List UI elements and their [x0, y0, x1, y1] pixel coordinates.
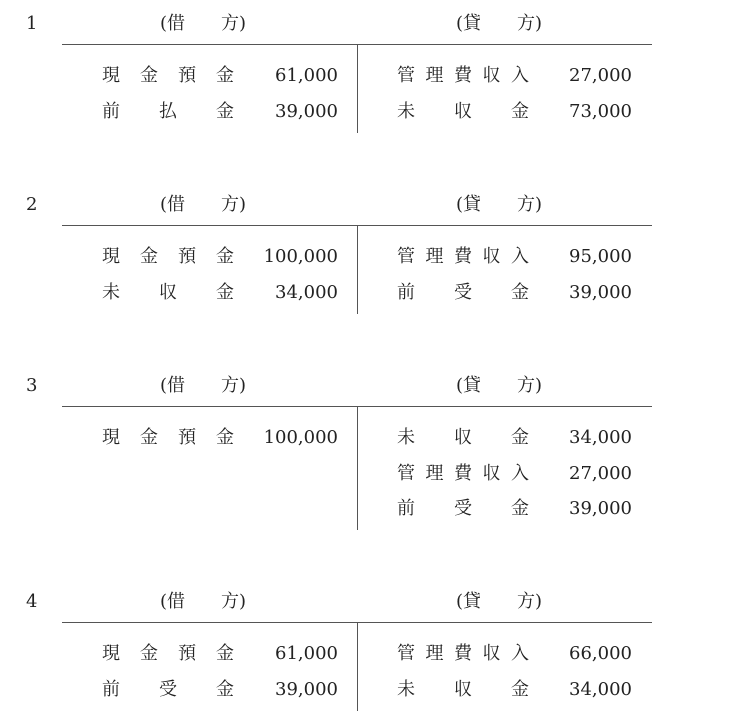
t-account-divider: [357, 406, 358, 530]
credit-header: (貸 方): [456, 375, 543, 396]
credit-line: [397, 101, 632, 123]
account-name: 管 理 費 収 入: [397, 462, 529, 484]
account-name: 現 金 預 金: [102, 65, 234, 86]
account-name: 前 受 金: [397, 281, 529, 303]
account-name: 前 受 金: [397, 498, 529, 519]
amount: 73,000: [569, 100, 632, 122]
debit-line: [102, 246, 338, 268]
credit-line: [397, 427, 632, 449]
amount: 27,000: [569, 65, 632, 86]
amount: 34,000: [569, 678, 632, 700]
account-name: 現 金 預 金: [102, 427, 234, 448]
account-name: 未 収 金: [397, 678, 529, 700]
credit-line: [397, 463, 632, 485]
credit-line: [397, 282, 632, 304]
account-name: 管 理 費 収 入: [397, 246, 529, 267]
amount: 39,000: [569, 498, 632, 519]
amount: 34,000: [569, 427, 632, 448]
debit-line: [102, 643, 338, 665]
account-name: 未 収 金: [397, 100, 529, 122]
credit-header: (貸 方): [456, 591, 543, 612]
amount: 34,000: [275, 281, 338, 303]
debit-line: [102, 679, 338, 701]
t-account-divider: [357, 44, 358, 133]
account-name: 前 払 金: [102, 100, 234, 122]
amount: 39,000: [275, 100, 338, 122]
account-name: 前 受 金: [102, 678, 234, 700]
account-name: 現 金 預 金: [102, 643, 234, 664]
debit-line: [102, 65, 338, 87]
amount: 39,000: [275, 678, 338, 700]
debit-header: (借 方): [160, 591, 247, 612]
amount: 39,000: [569, 281, 632, 303]
debit-header: (借 方): [160, 375, 247, 396]
account-name: 現 金 預 金: [102, 246, 234, 267]
credit-header: (貸 方): [456, 13, 543, 34]
amount: 95,000: [569, 246, 632, 267]
account-name: 未 収 金: [102, 281, 234, 303]
debit-header: (借 方): [160, 13, 247, 34]
credit-line: [397, 65, 632, 87]
debit-header: (借 方): [160, 194, 247, 215]
entry-number: 1: [26, 13, 38, 34]
amount: 66,000: [569, 643, 632, 664]
debit-line: [102, 101, 338, 123]
amount: 100,000: [263, 246, 338, 267]
debit-line: [102, 282, 338, 304]
amount: 27,000: [569, 462, 632, 484]
credit-header: (貸 方): [456, 194, 543, 215]
debit-line: [102, 427, 338, 449]
credit-line: [397, 643, 632, 665]
amount: 61,000: [275, 65, 338, 86]
t-account-divider: [357, 225, 358, 314]
credit-line: [397, 498, 632, 520]
account-name: 未 収 金: [397, 427, 529, 448]
credit-line: [397, 679, 632, 701]
account-name: 管 理 費 収 入: [397, 643, 529, 664]
entry-number: 4: [26, 591, 38, 612]
t-account-divider: [357, 622, 358, 711]
amount: 100,000: [263, 427, 338, 448]
credit-line: [397, 246, 632, 268]
entry-number: 2: [26, 194, 38, 215]
entry-number: 3: [26, 375, 38, 396]
account-name: 管 理 費 収 入: [397, 65, 529, 86]
amount: 61,000: [275, 643, 338, 664]
